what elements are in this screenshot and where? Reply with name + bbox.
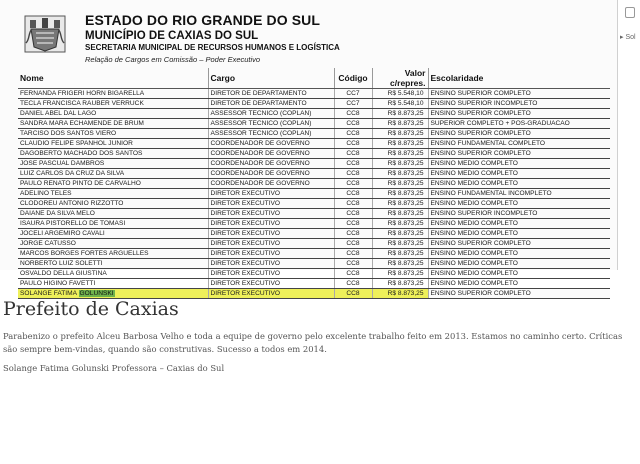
valor-cell: R$ 8.873,25 [372,269,428,279]
codigo-cell: CC7 [334,89,372,99]
highlighted-escolaridade-cell: ENSINO SUPERIOR COMPLETO [428,289,610,299]
table-row [18,209,610,219]
escolaridade-cell: ENSINO MEDIO COMPLETO [428,179,610,189]
escolaridade-cell: ENSINO MEDIO COMPLETO [428,259,610,269]
codigo-cell: CC8 [334,119,372,129]
post-body: Parabenizo o prefeito Alceu Barbosa Velho e toda a equipe de governo pelo excelente trabalho feito em 2013. Estamos no caminho certo. Críticas são sempre bem-vindas, quando são construtivas. Sucesso a todos em 2014. [3,331,623,354]
codigo-cell: CC8 [334,109,372,119]
highlighted-codigo-cell: CC8 [334,289,372,299]
codigo-cell: CC8 [334,269,372,279]
valor-cell: R$ 8.873,25 [372,149,428,159]
name-cell: ISAURA PISTORELLO DE TOMASI [18,219,208,229]
escolaridade-cell: ENSINO FUNDAMENTAL INCOMPLETO [428,189,610,199]
valor-cell: R$ 8.873,25 [372,209,428,219]
municipality-heading: MUNICÍPIO DE CAXIAS DO SUL [85,30,259,42]
table-row [18,189,610,199]
valor-cell: R$ 8.873,25 [372,219,428,229]
table-row [18,179,610,189]
table-row [18,219,610,229]
post-signature: Solange Fatima Golunski Professora – Caxias do Sul [3,363,225,373]
escolaridade-cell: ENSINO SUPERIOR COMPLETO [428,149,610,159]
name-cell: OSVALDO DELLA GIUSTINA [18,269,208,279]
table-row [18,249,610,259]
cargo-cell: COORDENADOR DE GOVERNO [208,139,334,149]
table-row [18,89,610,99]
codigo-cell: CC8 [334,249,372,259]
state-heading: ESTADO DO RIO GRANDE DO SUL [85,12,321,28]
escolaridade-cell: ENSINO SUPERIOR INCOMPLETO [428,99,610,109]
column-header-escolaridade: Escolaridade [428,68,610,89]
table-row [18,149,610,159]
name-cell: TECLA FRANCISCA RAUBER VERRUCK [18,99,208,109]
cargo-cell: DIRETOR EXECUTIVO [208,199,334,209]
valor-cell: R$ 8.873,25 [372,159,428,169]
cargo-cell: DIRETOR DE DEPARTAMENTO [208,89,334,99]
codigo-cell: CC8 [334,189,372,199]
highlighted-table-row [18,289,610,299]
column-header-nome: Nome [18,68,208,89]
valor-cell: R$ 8.873,25 [372,129,428,139]
escolaridade-cell: ENSINO SUPERIOR COMPLETO [428,89,610,99]
cargo-cell: DIRETOR EXECUTIVO [208,239,334,249]
cargo-cell: DIRETOR EXECUTIVO [208,219,334,229]
table-row [18,99,610,109]
cargo-cell: ASSESSOR TECNICO (COPLAN) [208,129,334,139]
name-cell: MARCOS BORGES FORTES ARGUELLES [18,249,208,259]
codigo-cell: CC8 [334,279,372,289]
codigo-cell: CC8 [334,209,372,219]
cargo-cell: DIRETOR EXECUTIVO [208,259,334,269]
table-row [18,139,610,149]
cargo-cell: DIRETOR EXECUTIVO [208,279,334,289]
escolaridade-cell: ENSINO SUPERIOR COMPLETO [428,109,610,119]
cargo-cell: DIRETOR EXECUTIVO [208,189,334,199]
codigo-cell: CC8 [334,219,372,229]
name-cell: DANIEL ABEL DAL LAGO [18,109,208,119]
valor-cell: R$ 8.873,25 [372,139,428,149]
escolaridade-cell: ENSINO MEDIO COMPLETO [428,279,610,289]
column-header-codigo: Código [334,68,372,89]
cargo-cell: COORDENADOR DE GOVERNO [208,159,334,169]
name-first: SOLANGE FATIMA [20,290,79,297]
escolaridade-cell: ENSINO SUPERIOR INCOMPLETO [428,209,610,219]
widget-box-icon [625,7,635,18]
codigo-cell: CC8 [334,149,372,159]
escolaridade-cell: ENSINO FUNDAMENTAL COMPLETO [428,139,610,149]
column-header-cargo: Cargo [208,68,334,89]
escolaridade-cell: ENSINO MEDIO COMPLETO [428,159,610,169]
escolaridade-cell: ENSINO MEDIO COMPLETO [428,219,610,229]
table-row [18,269,610,279]
name-cell: PAULO HIGINO FAVETTI [18,279,208,289]
escolaridade-cell: ENSINO MEDIO COMPLETO [428,249,610,259]
codigo-cell: CC8 [334,229,372,239]
name-cell: CLAUDIO FELIPE SPANHOL JUNIOR [18,139,208,149]
escolaridade-cell: ENSINO SUPERIOR COMPLETO [428,129,610,139]
cargo-cell: DIRETOR EXECUTIVO [208,229,334,239]
codigo-cell: CC8 [334,239,372,249]
valor-cell: R$ 8.873,25 [372,119,428,129]
cargo-cell: ASSESSOR TECNICO (COPLAN) [208,119,334,129]
cargo-cell: DIRETOR EXECUTIVO [208,209,334,219]
table-header-row [18,68,610,89]
table-row [18,159,610,169]
table-row [18,259,610,269]
marked-surname: GOLUNSKI [79,290,114,297]
name-cell: FERNANDA FRIGERI HORN BIGARELLA [18,89,208,99]
coat-of-arms-icon [22,13,68,55]
valor-cell: R$ 8.873,25 [372,239,428,249]
escolaridade-cell: ENSINO MEDIO COMPLETO [428,229,610,239]
highlighted-name-cell [18,289,208,299]
codigo-cell: CC8 [334,129,372,139]
name-cell: JOCELI ARGEMIRO CAVALI [18,229,208,239]
valor-cell: R$ 8.873,25 [372,179,428,189]
highlighted-valor-cell: R$ 8.873,25 [372,289,428,299]
codigo-cell: CC8 [334,139,372,149]
name-cell: SANDRA MARA ECHAMENDE DE BRUM [18,119,208,129]
name-cell: NORBERTO LUIZ SOLETTI [18,259,208,269]
valor-cell: R$ 8.873,25 [372,249,428,259]
highlighted-cargo-cell: DIRETOR EXECUTIVO [208,289,334,299]
column-header-valor: Valor c/repres. [372,68,428,89]
name-cell: DAIANE DA SILVA MELO [18,209,208,219]
name-cell: JORGE CATUSSO [18,239,208,249]
name-cell: JOSE PASCUAL DAMBROS [18,159,208,169]
table-row [18,229,610,239]
valor-cell: R$ 8.873,25 [372,109,428,119]
name-cell: CLODOREU ANTONIO RIZZOTTO [18,199,208,209]
name-cell: DAGOBERTO MACHADO DOS SANTOS [18,149,208,159]
valor-cell: R$ 8.873,25 [372,189,428,199]
department-heading: SECRETARIA MUNICIPAL DE RECURSOS HUMANOS E LOGÍSTICA [85,43,340,52]
cargo-cell: COORDENADOR DE GOVERNO [208,149,334,159]
name-cell: ADELINO TELES [18,189,208,199]
cargo-cell: DIRETOR EXECUTIVO [208,269,334,279]
table-row [18,169,610,179]
cargo-cell: COORDENADOR DE GOVERNO [208,179,334,189]
escolaridade-cell: ENSINO MEDIO COMPLETO [428,269,610,279]
codigo-cell: CC8 [334,179,372,189]
table-row [18,199,610,209]
cargo-cell: ASSESSOR TECNICO (COPLAN) [208,109,334,119]
valor-cell: R$ 8.873,25 [372,229,428,239]
document-subtitle: Relação de Cargos em Comissão – Poder Executivo [85,55,261,64]
table-row [18,279,610,289]
codigo-cell: CC8 [334,169,372,179]
name-cell: TARCISO DOS SANTOS VIERO [18,129,208,139]
escolaridade-cell: SUPERIOR COMPLETO + POS-GRADUACAO [428,119,610,129]
table-row [18,129,610,139]
valor-cell: R$ 8.873,25 [372,279,428,289]
table-row [18,119,610,129]
name-cell: LUIZ CARLOS DA CRUZ DA SILVA [18,169,208,179]
codigo-cell: CC8 [334,259,372,269]
sidebar-link[interactable]: ▸ Sol [620,34,636,41]
cargo-cell: DIRETOR EXECUTIVO [208,249,334,259]
valor-cell: R$ 8.873,25 [372,259,428,269]
table-row [18,239,610,249]
table-row [18,109,610,119]
cargo-cell: DIRETOR DE DEPARTAMENTO [208,99,334,109]
positions-table [18,68,610,299]
cargo-cell: COORDENADOR DE GOVERNO [208,169,334,179]
codigo-cell: CC8 [334,159,372,169]
sidebar-widget [619,0,640,270]
valor-cell: R$ 5.548,10 [372,99,428,109]
valor-cell: R$ 8.873,25 [372,199,428,209]
valor-cell: R$ 8.873,25 [372,169,428,179]
valor-cell: R$ 5.548,10 [372,89,428,99]
codigo-cell: CC7 [334,99,372,109]
codigo-cell: CC8 [334,199,372,209]
name-cell: PAULO RENATO PINTO DE CARVALHO [18,179,208,189]
escolaridade-cell: ENSINO SUPERIOR COMPLETO [428,239,610,249]
escolaridade-cell: ENSINO MEDIO COMPLETO [428,199,610,209]
post-title: Prefeito de Caxias [3,298,179,320]
escolaridade-cell: ENSINO MEDIO COMPLETO [428,169,610,179]
